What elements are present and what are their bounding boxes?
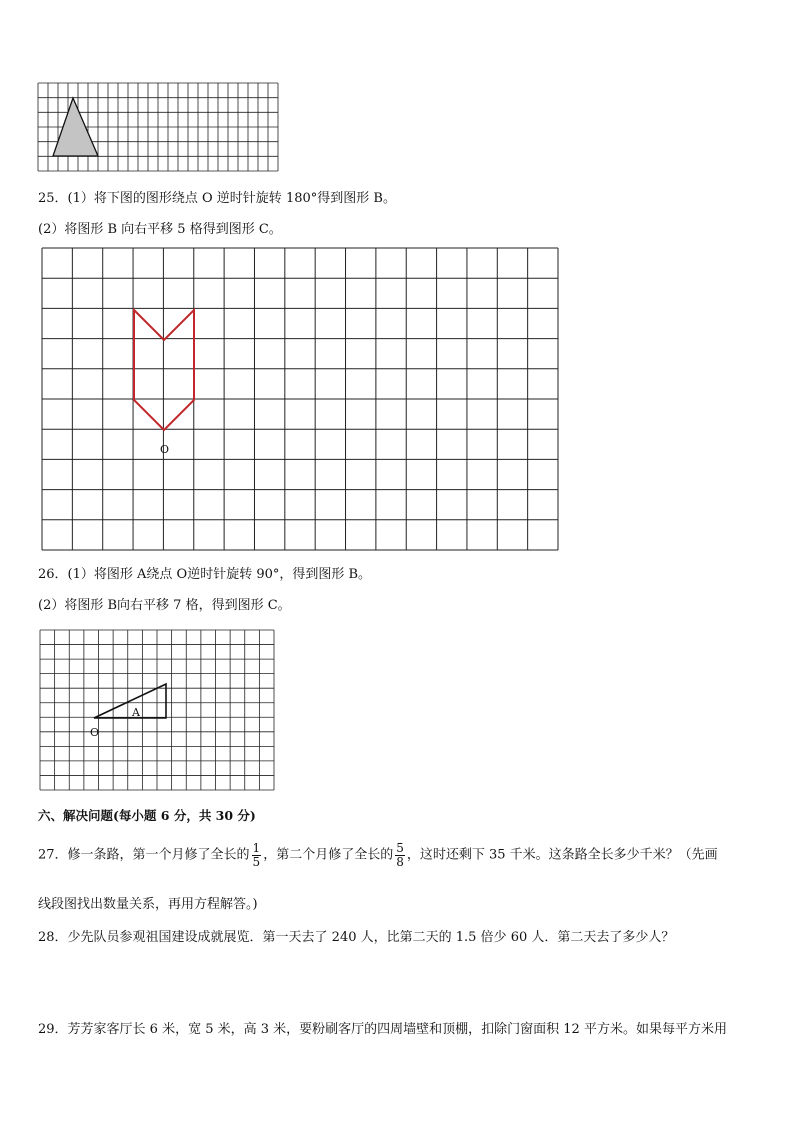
q25-line2: (2）将图形 B 向右平移 5 格得到图形 C。 <box>38 222 282 237</box>
q27-text-b: ，第二个月修了全长的 <box>263 847 394 863</box>
q26-grid-figure <box>40 630 276 792</box>
q27-text-c: ，这时还剩下 35 千米。这条路全长多少千米？（先画 <box>406 847 718 863</box>
q27-line2: 线段图找出数量关系，再用方程解答。) <box>38 897 258 912</box>
triangle-a-label: A <box>132 706 140 719</box>
frac-denominator: 8 <box>396 854 404 869</box>
section-heading: 六、解决问题(每小题 6 分，共 30 分) <box>38 808 256 823</box>
frac-numerator: 5 <box>396 841 404 855</box>
frac-denominator: 5 <box>252 854 261 869</box>
grid-lines <box>40 630 274 790</box>
q26-line1: 26．(1）将图形 A绕点 O逆时针旋转 90°，得到图形 B。 <box>38 567 372 582</box>
frac-numerator: 1 <box>252 841 261 855</box>
q27-line1 <box>38 842 718 868</box>
grid-lines <box>42 248 558 550</box>
q28-text: 28．少先队员参观祖国建设成就展览．第一天去了 240 人，比第二天的 1.5 倍少 60 人．第二天去了多少人？ <box>38 930 675 945</box>
point-o-label: O <box>90 726 100 739</box>
q25-line1: 25．(1）将下图的图形绕点 O 逆时针旋转 180°得到图形 B。 <box>38 191 396 206</box>
fraction-one-fifth <box>252 842 262 868</box>
triangle-a <box>94 684 166 718</box>
red-arrow-shape <box>134 310 194 430</box>
q25-grid-figure <box>42 248 560 553</box>
fraction-five-eighths <box>395 842 405 868</box>
q27-text-a: 27．修一条路，第一个月修了全长的 <box>38 847 250 863</box>
q29-text: 29．芳芳家客厅长 6 米，宽 5 米，高 3 米，要粉刷客厅的四周墙壁和顶棚，扣除门窗面积 12 平方米。如果每平方米用 <box>38 1022 727 1037</box>
triangle-grid-figure <box>38 83 280 173</box>
q26-line2: (2）将图形 B向右平移 7 格，得到图形 C。 <box>38 598 291 613</box>
point-o-label: O <box>160 443 170 456</box>
